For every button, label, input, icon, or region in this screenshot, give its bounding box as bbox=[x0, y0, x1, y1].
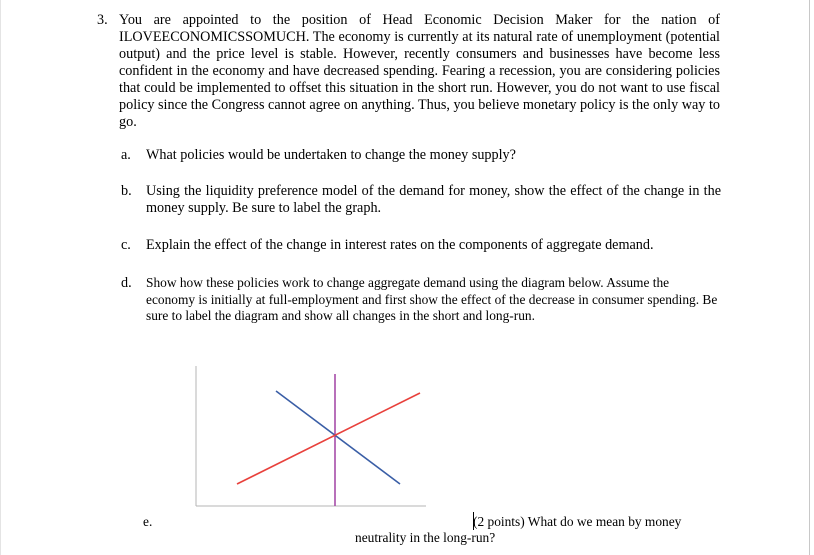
upward-sloping-curve bbox=[237, 393, 420, 484]
part-b-text: Using the liquidity preference model of the demand for money, show the effect of the change in the money supply. Be sure to label the graph. bbox=[146, 183, 721, 216]
ad-as-diagram bbox=[190, 364, 430, 514]
part-a-label: a. bbox=[121, 147, 131, 163]
part-d-text: Show how these policies work to change aggregate demand using the diagram below. Assume the economy is initially at full-employment and first show the effect of the decrease in consumer spending. Be sure to label the diagram and show all changes in the short and long-run. bbox=[146, 275, 718, 323]
part-c-label: c. bbox=[121, 237, 131, 253]
part-d-label: d. bbox=[121, 275, 132, 291]
part-e-label: e. bbox=[143, 514, 153, 529]
part-c-text: Explain the effect of the change in interest rates on the components of aggregate demand. bbox=[146, 237, 654, 253]
part-b-label: b. bbox=[121, 183, 132, 199]
downward-sloping-curve bbox=[276, 391, 400, 484]
question-stem: You are appointed to the position of Head Economic Decision Maker for the nation of ILOVEECONOMICSSOMUCH. The economy is currently at its natural rate of unemployment (potential output) and the price level is stable. However, recently consumers and businesses have become less confident in the economy and have decreased spending. Fearing a recession, you are considering policies that could be implemented to offset this situation in the short run. However, you do not want to use fiscal policy since the Congress cannot agree on anything. Thus, you believe monetary policy is the only way to go. bbox=[119, 12, 720, 130]
question-number: 3. bbox=[97, 12, 108, 28]
part-a-text: What policies would be undertaken to change the money supply? bbox=[146, 147, 516, 163]
page-left-edge bbox=[0, 0, 1, 555]
part-e-text-line2: neutrality in the long-run? bbox=[355, 530, 496, 545]
part-e-text-line1: (2 points) What do we mean by money bbox=[473, 514, 682, 529]
page-right-edge bbox=[809, 0, 810, 555]
